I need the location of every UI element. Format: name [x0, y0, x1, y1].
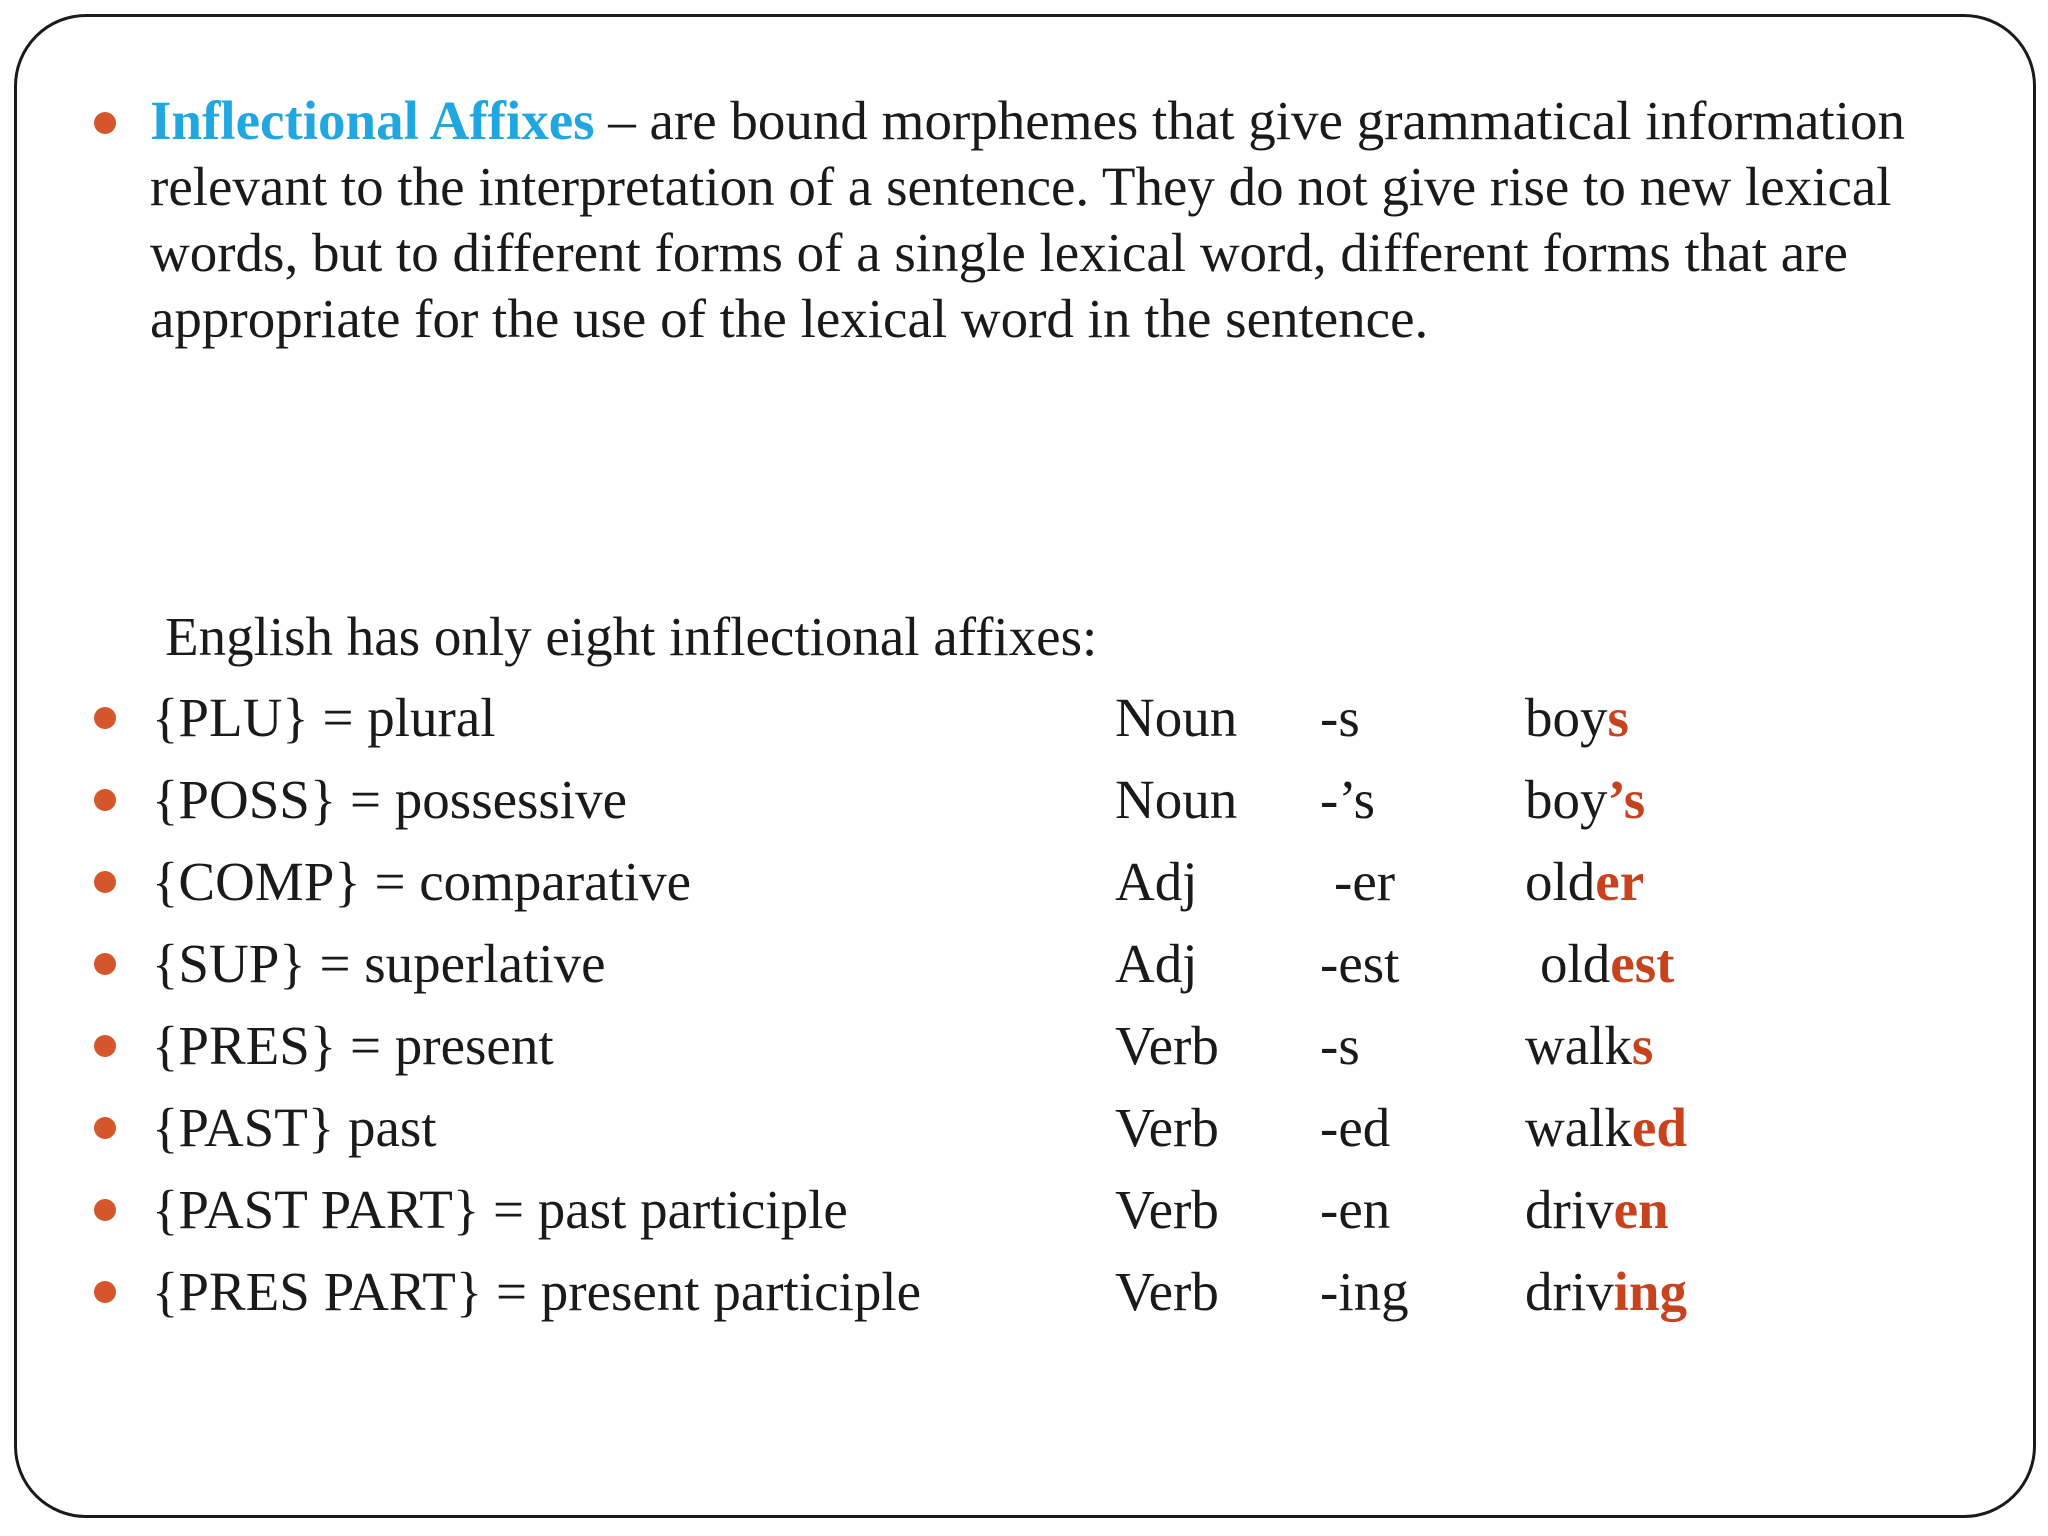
affix-pos: Adj: [1115, 851, 1198, 912]
term-definition: – are bound morphemes that give grammatical information relevant to the interpretation of a sentence. They do not give rise to new lexical words, but to different forms of a single lexical word, different forms that are appropriate for the use of the lexical word in the sentence.: [150, 90, 1905, 349]
example-ending: ed: [1631, 1097, 1687, 1158]
affix-example: [1525, 841, 1644, 923]
affix-example: [1540, 923, 1674, 1005]
affix-suffix: -ing: [1320, 1261, 1409, 1322]
example-ending: er: [1595, 851, 1645, 912]
bullet-icon: [94, 953, 116, 975]
affix-pos: Adj: [1115, 933, 1198, 994]
affix-example: [1525, 1087, 1687, 1169]
example-base: boy: [1525, 687, 1608, 748]
affix-example: [1525, 1169, 1669, 1251]
affix-row-comp: [0, 841, 2048, 923]
affix-row-poss: [0, 759, 2048, 841]
example-base: walk: [1525, 1015, 1632, 1076]
bullet-icon: [94, 871, 116, 893]
affix-suffix: -s: [1320, 1015, 1360, 1076]
affix-row-plu: [0, 677, 2048, 759]
example-base: boy: [1525, 769, 1608, 830]
affix-label: {PRES} = present: [152, 1015, 554, 1076]
affix-pos: Verb: [1115, 1015, 1219, 1076]
bullet-icon: [94, 789, 116, 811]
example-ending: est: [1610, 933, 1675, 994]
example-base: driv: [1525, 1261, 1614, 1322]
affix-row-pres-part: [0, 1251, 2048, 1333]
example-base: old: [1540, 933, 1611, 994]
affix-row-past-part: [0, 1169, 2048, 1251]
bullet-icon: [94, 1117, 116, 1139]
term-heading: Inflectional Affixes: [150, 90, 595, 151]
affix-label: {POSS} = possessive: [152, 769, 628, 830]
english-affix-count: English has only eight inflectional affixes:: [165, 606, 1098, 667]
affix-label: {PAST} past: [152, 1097, 437, 1158]
affix-suffix: -s: [1320, 687, 1360, 748]
affix-row-past: [0, 1087, 2048, 1169]
affix-label: {PLU} = plural: [152, 687, 496, 748]
bullet-icon: [94, 707, 116, 729]
affix-pos: Verb: [1115, 1179, 1219, 1240]
bullet-icon: [94, 1281, 116, 1303]
affix-pos: Noun: [1115, 687, 1238, 748]
affix-label: {SUP} = superlative: [152, 933, 606, 994]
example-base: old: [1525, 851, 1596, 912]
affix-suffix: -ed: [1320, 1097, 1391, 1158]
example-base: walk: [1525, 1097, 1632, 1158]
affix-row-pres: [0, 1005, 2048, 1087]
bullet-icon: [94, 1035, 116, 1057]
affix-suffix: -en: [1320, 1179, 1391, 1240]
example-ending: en: [1613, 1179, 1669, 1240]
example-ending: ing: [1613, 1261, 1687, 1322]
affix-pos: Verb: [1115, 1097, 1219, 1158]
bullet-icon: [94, 112, 116, 134]
affix-pos: Verb: [1115, 1261, 1219, 1322]
affix-label: {PRES PART} = present participle: [152, 1261, 922, 1322]
affix-suffix: -est: [1320, 933, 1400, 994]
affix-row-sup: [0, 923, 2048, 1005]
example-base: driv: [1525, 1179, 1614, 1240]
affix-example: [1525, 759, 1645, 841]
example-ending: s: [1607, 687, 1629, 748]
intro-paragraph: [150, 88, 1980, 352]
example-ending: ’s: [1607, 769, 1646, 830]
example-ending: s: [1631, 1015, 1654, 1076]
affix-example: [1525, 677, 1629, 759]
affix-suffix: -er: [1334, 851, 1396, 912]
affix-pos: Noun: [1115, 769, 1238, 830]
affix-example: [1525, 1005, 1653, 1087]
affix-example: [1525, 1251, 1687, 1333]
affix-suffix: -’s: [1320, 769, 1375, 830]
affix-label: {COMP} = comparative: [152, 851, 692, 912]
bullet-icon: [94, 1199, 116, 1221]
affix-label: {PAST PART} = past participle: [152, 1179, 848, 1240]
